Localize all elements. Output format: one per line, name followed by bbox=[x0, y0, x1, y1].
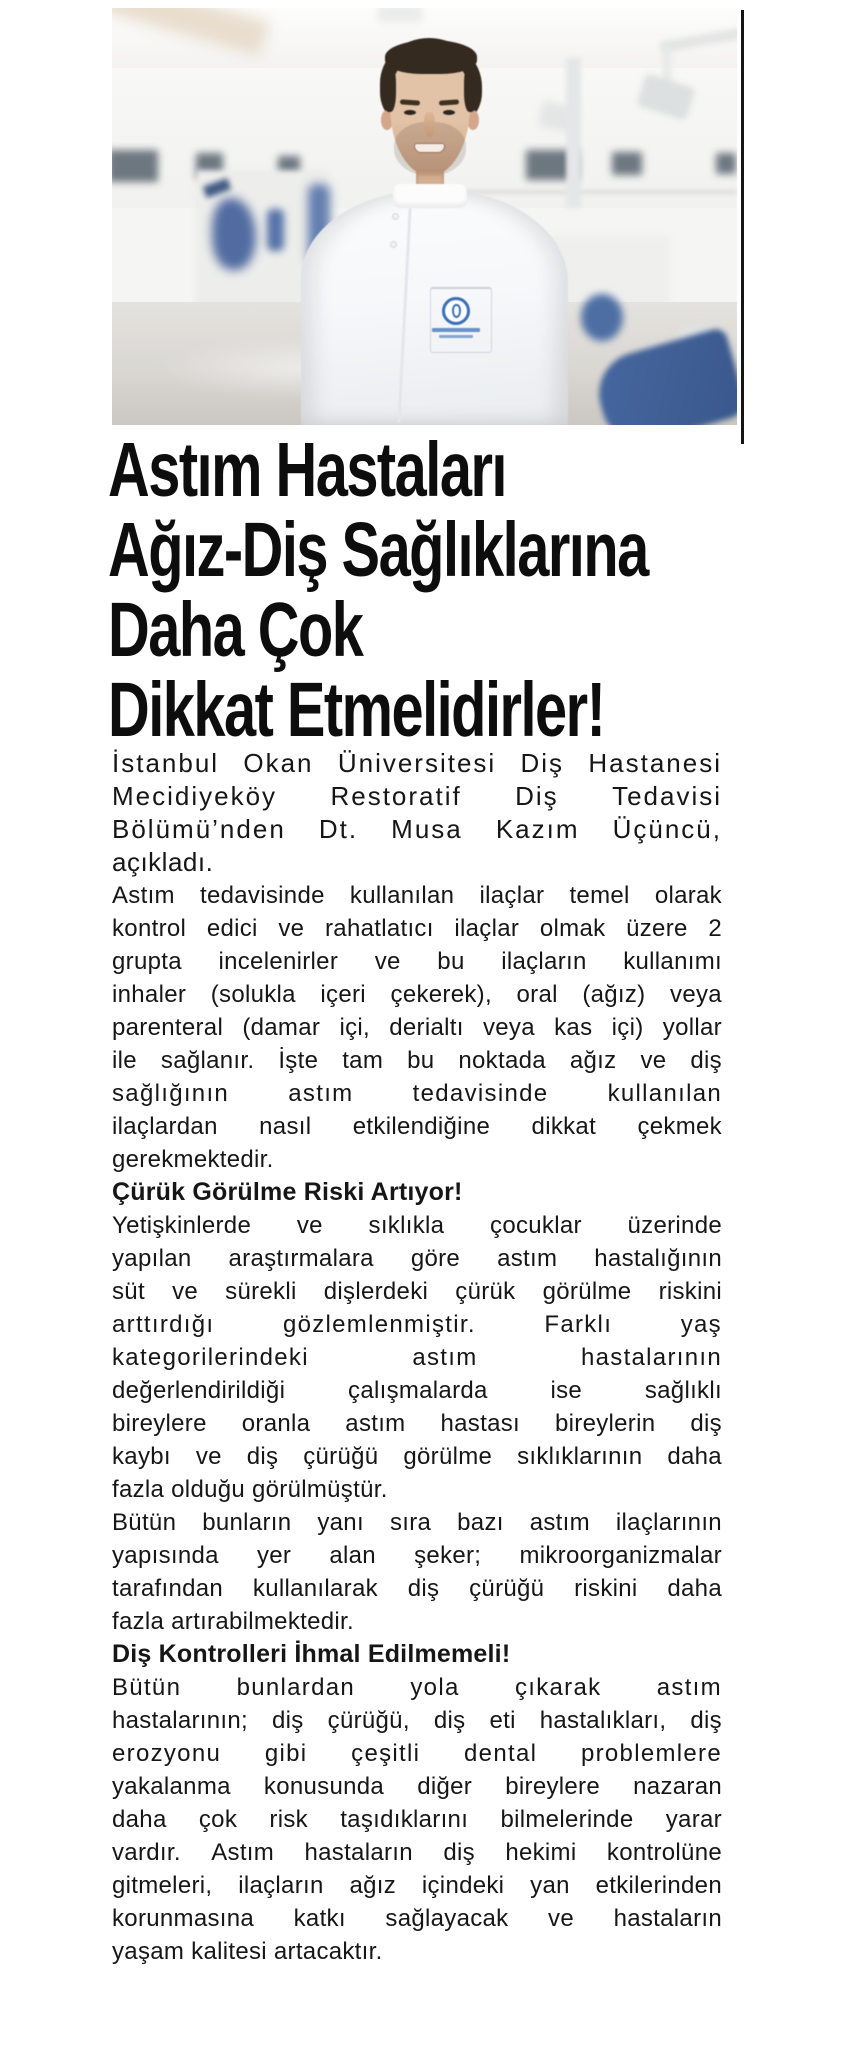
article-line: korunmasına katkı sağlayacak ve hastaların bbox=[112, 1905, 722, 1932]
dental-chair-left-armrest bbox=[203, 178, 232, 198]
dental-lamp-arm bbox=[660, 26, 737, 53]
ceiling-fixture bbox=[378, 8, 422, 22]
dentist-hair bbox=[380, 38, 482, 132]
coat-placket bbox=[397, 208, 411, 423]
article-line: kategorilerindeki astım hastalarının bbox=[112, 1344, 722, 1371]
dentist-portrait bbox=[297, 38, 572, 425]
window-frame bbox=[566, 58, 581, 208]
ceiling-beam bbox=[112, 8, 270, 57]
clinic-back-wall bbox=[112, 68, 737, 208]
intro-line: Bölümü’nden Dt. Musa Kazım Üçüncü, bbox=[112, 814, 722, 844]
article-line: yaşam kalitesi artacaktır. bbox=[112, 1938, 383, 1965]
article-line: ile sağlanır. İşte tam bu noktada ağız ve diş bbox=[112, 1047, 722, 1074]
dentist-hairline bbox=[385, 40, 477, 74]
article-line: ilaçlardan nasıl etkilendiğine dikkat çekmek bbox=[112, 1113, 722, 1140]
dentist-eye bbox=[404, 110, 416, 115]
coat-button bbox=[390, 241, 397, 248]
clinic-monitor bbox=[112, 150, 158, 182]
clinic-floor bbox=[112, 302, 737, 425]
dentist-ear bbox=[381, 110, 393, 130]
headline-line: Daha Çok bbox=[108, 587, 363, 673]
dentist-stubble bbox=[394, 122, 466, 176]
dental-chair-right-seat bbox=[589, 326, 737, 425]
dentist-eyebrow bbox=[439, 99, 459, 105]
dentist-eye bbox=[443, 110, 455, 115]
article-line: yakalanma konusunda diğer bireylere nazaran bbox=[112, 1773, 722, 1800]
headline-line: Dikkat Etmelidirler! bbox=[108, 667, 605, 753]
intro-line: İstanbul Okan Üniversitesi Diş Hastanesi bbox=[112, 748, 722, 778]
article-line: yapısında yer alan şeker; mikroorganizmalar bbox=[112, 1542, 722, 1569]
cabinet-left bbox=[196, 170, 328, 375]
article-subhead: Çürük Görülme Riski Artıyor! bbox=[112, 1178, 463, 1206]
article-line: grupta incelenirler ve bu ilaçların kullanımı bbox=[112, 948, 722, 975]
clinic-ceiling bbox=[112, 8, 737, 72]
dental-chair-left bbox=[212, 198, 256, 270]
dentist-hair-side bbox=[464, 64, 477, 112]
floor-reflection bbox=[152, 338, 452, 398]
counter-edge bbox=[412, 190, 737, 194]
dental-chair-right-headrest bbox=[678, 328, 720, 348]
article-line: kaybı ve diş çürüğü görülme sıklıklarının daha bbox=[112, 1443, 722, 1470]
article-line: Astım tedavisinde kullanılan ilaçlar temel olarak bbox=[112, 882, 722, 909]
article-line: gerekmektedir. bbox=[112, 1146, 274, 1173]
dentist-neck bbox=[416, 170, 444, 194]
article-line: bireylere oranla astım hastası bireylerin diş bbox=[112, 1410, 722, 1437]
article-line: fazla olduğu görülmüştür. bbox=[112, 1476, 388, 1503]
logo-text-line bbox=[432, 328, 480, 332]
dentist-hair-side bbox=[383, 64, 396, 112]
article-body bbox=[112, 747, 722, 1968]
university-logo-badge bbox=[442, 297, 470, 325]
dentist-eyebrow bbox=[400, 99, 420, 105]
article-line: kontrol edici ve rahatlatıcı ilaçlar olmak üzere 2 bbox=[112, 915, 722, 942]
coat-pocket bbox=[430, 287, 492, 353]
article-line: parenteral (damar içi, derialtı veya kas içi) yollar bbox=[112, 1014, 722, 1041]
logo-text-line bbox=[439, 335, 473, 338]
dental-lamp-post bbox=[663, 46, 671, 88]
clinic-photo bbox=[112, 8, 737, 425]
article-line: yapılan araştırmalara göre astım hastalığının bbox=[112, 1245, 722, 1272]
article-line: arttırdığı gözlemlenmiştir. Farklı yaş bbox=[112, 1311, 722, 1338]
dentist-nose bbox=[424, 112, 435, 137]
dentist-face bbox=[390, 54, 470, 176]
article-line: hastalarının; diş çürüğü, diş eti hastalıkları, diş bbox=[112, 1707, 722, 1734]
coat-button bbox=[392, 213, 399, 220]
article-line: değerlendirildiği çalışmalarda ise sağlıklı bbox=[112, 1377, 722, 1404]
intro-line: Mecidiyeköy Restoratif Diş Tedavisi bbox=[112, 781, 722, 811]
intro-line: açıkladı. bbox=[112, 847, 214, 877]
dental-tool-blue bbox=[267, 209, 284, 251]
article-line: inhaler (solukla içeri çekerek), oral (ağız) veya bbox=[112, 981, 722, 1008]
article-line: tarafından kullanılarak diş çürüğü riskini daha bbox=[112, 1575, 722, 1602]
coat-collar bbox=[393, 184, 467, 208]
article-line: Bütün bunlardan yola çıkarak astım bbox=[112, 1674, 722, 1701]
dental-lamp-head bbox=[636, 73, 696, 121]
clinic-monitor bbox=[526, 150, 578, 180]
article-line: daha çok risk taşıdıklarını bilmelerinde yarar bbox=[112, 1806, 722, 1833]
dental-lamp-small bbox=[538, 101, 579, 134]
article-line: fazla artırabilmektedir. bbox=[112, 1608, 354, 1635]
headline-line: Astım Hastaları bbox=[108, 427, 506, 513]
tooth-icon bbox=[452, 304, 461, 318]
dentist-ear bbox=[467, 110, 479, 130]
clinic-monitor bbox=[716, 153, 736, 174]
clinic-monitor bbox=[612, 152, 642, 175]
article-line: vardır. Astım hastaların diş hekimi kontrolüne bbox=[112, 1839, 722, 1866]
dental-unit-blue bbox=[308, 184, 330, 266]
dentist-smile bbox=[414, 143, 445, 153]
article-line: Yetişkinlerde ve sıklıkla çocuklar üzerinde bbox=[112, 1212, 722, 1239]
article-line: Bütün bunların yanı sıra bazı astım ilaçlarının bbox=[112, 1509, 722, 1536]
clinic-monitor bbox=[278, 156, 300, 180]
article-line: süt ve sürekli dişlerdeki çürük görülme riskini bbox=[112, 1278, 722, 1305]
clinic-monitor bbox=[196, 153, 223, 179]
cabinet-right bbox=[540, 236, 670, 366]
headline bbox=[108, 427, 748, 753]
article-line: erozyonu gibi çeşitli dental problemlere bbox=[112, 1740, 722, 1767]
article-line: sağlığının astım tedavisinde kullanılan bbox=[112, 1080, 722, 1107]
article-subhead: Diş Kontrolleri İhmal Edilmemeli! bbox=[112, 1640, 511, 1668]
white-coat bbox=[301, 190, 568, 425]
article-line: gitmeleri, ilaçların ağız içindeki yan etkilerinden bbox=[112, 1872, 722, 1899]
dental-chair-right-backrest bbox=[581, 294, 623, 341]
headline-line: Ağız-Diş Sağlıklarına bbox=[108, 507, 648, 593]
column-divider-rule bbox=[741, 10, 744, 444]
